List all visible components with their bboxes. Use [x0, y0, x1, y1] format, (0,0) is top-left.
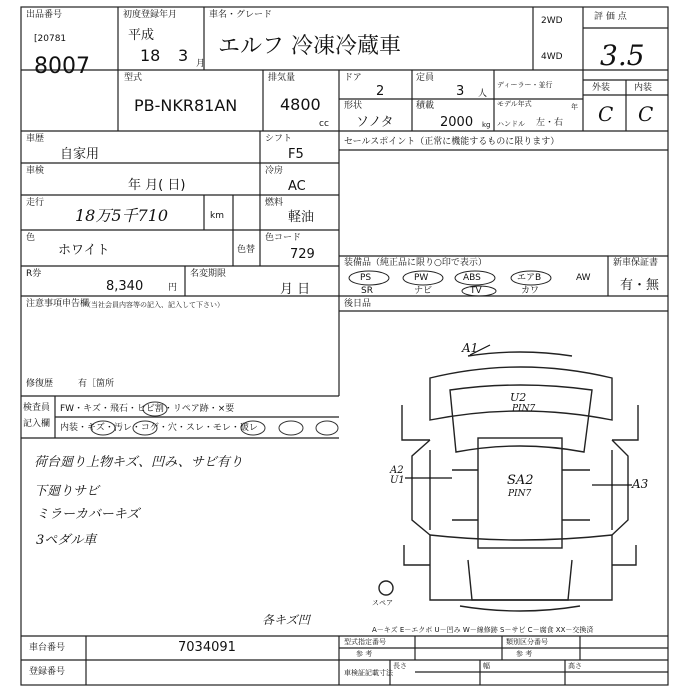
- score-label: 評 価 点: [594, 12, 627, 22]
- car-name: エルフ 冷凍冷蔵車: [218, 34, 401, 59]
- fuel: 軽油: [288, 210, 315, 225]
- caution-sub: （当社会員内容等の記入、記入して下さい）: [84, 301, 224, 309]
- equip-pw: PW: [414, 273, 429, 283]
- lot-sub-number: [20781: [34, 34, 67, 44]
- equip-aw: AW: [576, 273, 591, 283]
- capacity: 3: [456, 84, 465, 99]
- capacity-unit: 人: [478, 89, 488, 99]
- load-label: 積載: [416, 101, 435, 111]
- sales-point-label: セールスポイント（正常に機能するものに限ります）: [344, 137, 560, 147]
- handwritten-note-3: ミラーカバーキズ: [36, 507, 140, 522]
- repair-label: 修復歴: [26, 379, 54, 389]
- doors-label: ドア: [344, 73, 362, 83]
- name-change-deadline: 月 日: [280, 282, 311, 297]
- capacity-label: 定員: [416, 73, 435, 83]
- chassis-label: 車台番号: [29, 643, 66, 653]
- registration-month: 3: [178, 46, 189, 65]
- dealer-label: ディーラー・並行: [497, 81, 553, 89]
- score: 3.5: [600, 39, 645, 72]
- mileage: 18万5千710: [75, 206, 169, 225]
- equip-leather: カワ: [521, 286, 540, 296]
- history-label: 車歴: [26, 134, 45, 144]
- equip-ps: PS: [360, 273, 372, 283]
- recycle-label: R券: [26, 269, 42, 279]
- exterior-label: 外装: [592, 83, 611, 93]
- month-unit: 月: [196, 59, 206, 69]
- displacement: 4800: [280, 95, 321, 114]
- handwritten-note-2: 下廻りサビ: [34, 484, 100, 499]
- recycle-unit: 円: [168, 283, 178, 293]
- new-warranty-value: 有・無: [620, 278, 660, 293]
- mark-a2-u1: A2 U1: [390, 465, 405, 486]
- color-label: 色: [26, 233, 36, 243]
- mileage-unit: km: [210, 211, 224, 221]
- model-label: 型式: [124, 73, 143, 83]
- registration-year: 18: [140, 46, 161, 65]
- mark-bottom: 各キズ凹: [262, 613, 310, 627]
- equip-navi: ナビ: [414, 286, 433, 296]
- displacement-unit: cc: [319, 119, 329, 129]
- first-registration-label: 初度登録年月: [123, 10, 178, 20]
- equip-airbag: エアB: [517, 273, 542, 283]
- shape: ソノタ: [356, 115, 394, 130]
- shape-label: 形状: [344, 101, 363, 111]
- model-code: PB-NKR81AN: [134, 96, 238, 115]
- shift: F5: [288, 147, 304, 162]
- color-code-label: 色コード: [265, 233, 302, 243]
- model-year-unit: 年: [571, 103, 578, 111]
- type-designation-sub: 参 考: [356, 650, 373, 658]
- equip-sr: SR: [361, 286, 373, 296]
- interior-label: 内装: [634, 83, 653, 93]
- lot-number-label: 出品番号: [26, 10, 63, 20]
- mark-print-1: PIN7: [512, 404, 536, 414]
- equip-abs: ABS: [463, 273, 481, 283]
- 4wd-label: 4WD: [541, 52, 563, 62]
- inspector-entry-label: 記入欄: [23, 419, 51, 429]
- load-unit: kg: [482, 121, 491, 129]
- ac: AC: [288, 179, 306, 194]
- shaken: 年 月( 日): [128, 178, 186, 193]
- length-label: 長さ: [393, 662, 407, 670]
- handwritten-note-4: 3ペダル車: [36, 533, 97, 548]
- load: 2000: [440, 115, 474, 130]
- type-designation-label: 型式指定番号: [344, 638, 386, 646]
- exterior-grade: C: [598, 102, 614, 126]
- mark-a3: A3: [632, 477, 649, 491]
- classification-sub: 参 考: [516, 650, 533, 658]
- repair-value: 有［箇所: [78, 379, 115, 389]
- classification-label: 類別区分番号: [506, 638, 548, 646]
- chassis-number: 7034091: [178, 640, 236, 655]
- inspector-interior: 内装・キズ・汚レ・コゲ・穴・スレ・モレ・破レ: [60, 423, 258, 433]
- cert-dimensions-label: 車検証記載寸法: [344, 669, 393, 677]
- registration-number-label: 登録番号: [29, 667, 66, 677]
- interior-grade: C: [638, 102, 654, 126]
- mark-print-2: PIN7: [508, 489, 532, 499]
- width-label: 幅: [483, 662, 490, 670]
- handle: 左・右: [536, 118, 564, 128]
- color-code: 729: [290, 247, 315, 262]
- model-year-label: モデル年式: [497, 100, 532, 108]
- name-change-label: 名変期限: [190, 269, 227, 279]
- equipment-label: 装備品（純正品に限り○印で表示）: [344, 258, 487, 268]
- doors: 2: [376, 84, 385, 99]
- repaint-label: 色替: [237, 245, 256, 255]
- shift-label: シフト: [265, 134, 293, 144]
- caution-label: 注意事項申告欄: [26, 299, 90, 309]
- 2wd-label: 2WD: [541, 16, 563, 26]
- new-warranty-label: 新車保証書: [613, 258, 659, 268]
- later-items-label: 後日品: [344, 299, 372, 309]
- shaken-label: 車検: [26, 166, 45, 176]
- spare-label: スペア: [372, 599, 393, 607]
- inspector-label: 検査員: [23, 403, 51, 413]
- handwritten-note-1: 荷台廻り上物キズ、凹み、サビ有り: [34, 455, 243, 470]
- car-name-label: 車名・グレード: [209, 10, 273, 20]
- handle-label: ハンドル: [497, 120, 525, 128]
- displacement-label: 排気量: [268, 73, 296, 83]
- inspector-exterior: FW・キズ・飛石・ヒビ割・リペア跡・×要: [60, 404, 235, 414]
- color: ホワイト: [58, 243, 110, 258]
- recycle-fee: 8,340: [106, 279, 144, 294]
- mark-a1: A1: [462, 341, 479, 355]
- mark-s2: SA2: [507, 473, 534, 488]
- ac-label: 冷房: [265, 166, 284, 176]
- height-label: 高さ: [568, 662, 582, 670]
- era: 平成: [128, 28, 155, 43]
- equip-tv: TV: [470, 286, 482, 296]
- lot-number: 8007: [34, 54, 90, 79]
- fuel-label: 燃料: [265, 198, 284, 208]
- damage-legend: A－キズ E－エクボ U－凹み W－線修跡 S－サビ C－腐食 XX－交換済: [372, 626, 594, 634]
- mark-u2: U2: [510, 391, 527, 404]
- history: 自家用: [60, 147, 100, 162]
- mileage-label: 走行: [26, 198, 45, 208]
